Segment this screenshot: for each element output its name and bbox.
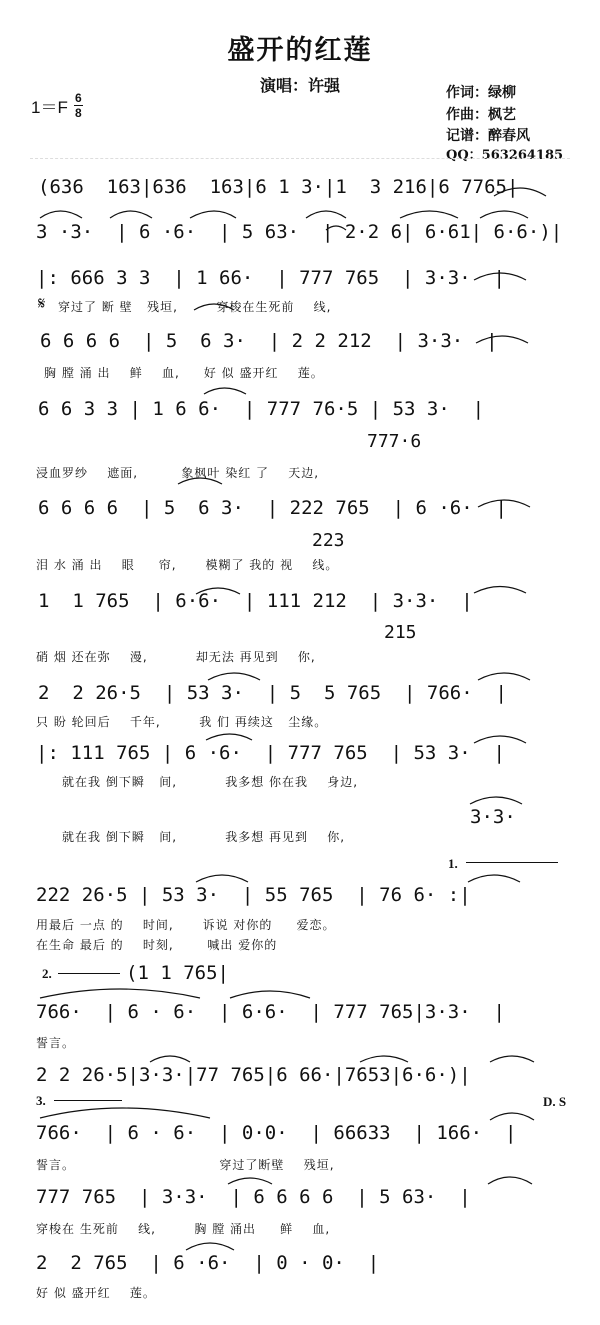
time-signature-top: 6 <box>75 91 82 105</box>
alternate-notes: 777·6 <box>367 431 422 452</box>
lyric-line: 穿过了 断 壁 残垣, 穿梭在生死前 线, <box>58 300 332 314</box>
notation-row: 766· | 6 · 6· | 6·6· | 777 765|3·3· | <box>36 1001 505 1023</box>
song-title: 盛开的红莲 <box>227 35 373 66</box>
volta-1-label: 1. <box>448 856 458 871</box>
notation-row: 2 2 26·5 | 53 3· | 5 5 765 | 766· | <box>38 682 507 704</box>
volta-3-bracket <box>54 1100 122 1101</box>
notation-row: 3 ·3· | 6 ·6· | 5 63· | 2·2 6| 6·61| 6·6·)| <box>36 221 563 243</box>
notation-row: 3·3· <box>470 806 516 828</box>
notation-row: 777 765 | 3·3· | 6 6 6 6 | 5 63· | <box>36 1186 471 1208</box>
alternate-notes: 223 <box>312 530 345 551</box>
lyricist-credit: 作词：绿柳 <box>446 85 516 101</box>
lyric-line: 穿梭在 生死前 线, 胸 膛 涌出 鲜 血, <box>36 1222 331 1236</box>
lyric-line: 胸 膛 涌 出 鲜 血, 好 似 盛开红 莲。 <box>44 366 324 380</box>
notation-row: (1 1 765| <box>126 962 229 984</box>
volta-3-label: 3. <box>36 1093 46 1108</box>
composer-credit: 作曲：枫艺 <box>446 107 516 123</box>
lyric-line: 硝 烟 还在弥 漫, 却无法 再见到 你, <box>36 650 316 664</box>
lyric-line: 好 似 盛开红 莲。 <box>36 1286 156 1300</box>
notation-row: |: 111 765 | 6 ·6· | 777 765 | 53 3· | <box>36 742 505 764</box>
notation-row: 222 26·5 | 53 3· | 55 765 | 76 6· :| <box>36 884 471 906</box>
notation-row: 2 2 765 | 6 ·6· | 0 · 0· | <box>36 1252 380 1274</box>
lyric-line: 就在我 倒下瞬 间, 我多想 再见到 你, <box>62 830 346 844</box>
transcriber-credit: 记谱：醉春风 <box>446 128 530 144</box>
notation-row: 2 2 26·5|3·3·|77 765|6 66·|7653|6·6·)| <box>36 1064 471 1086</box>
lyric-line: 只 盼 轮回后 千年, 我 们 再续这 尘缘。 <box>36 715 328 729</box>
notation-row: 6 6 6 6 | 5 6 3· | 222 765 | 6 ·6· | <box>38 497 507 519</box>
lyric-line: 浸血罗纱 遮面, 象枫叶 染红 了 天边, <box>36 466 320 480</box>
key-label: 1＝F <box>31 98 68 117</box>
lyric-line: 用最后 一点 的 时间, 诉说 对你的 爱恋。 <box>36 918 336 932</box>
lyric-line: 誓言。 <box>36 1036 76 1050</box>
lyric-line: 在生命 最后 的 时刻, 喊出 爱你的 <box>36 938 278 952</box>
alternate-notes: 215 <box>384 622 417 643</box>
volta-1-bracket <box>466 862 558 863</box>
time-signature-bottom: 8 <box>75 106 82 120</box>
key-signature <box>31 92 83 119</box>
time-signature <box>74 92 83 119</box>
singer-credit: 演唱：许强 <box>259 76 340 95</box>
lyric-line: 就在我 倒下瞬 间, 我多想 你在我 身边, <box>62 775 359 789</box>
notation-row: 6 6 3 3 | 1 6 6· | 777 76·5 | 53 3· | <box>38 398 485 420</box>
volta-2-bracket <box>58 973 120 974</box>
qq-contact: QQ：563264185 <box>446 148 564 163</box>
header-divider <box>30 158 570 159</box>
notation-row: |: 666 3 3 | 1 66· | 777 765 | 3·3· | <box>36 267 505 289</box>
segno-sign: 𝄋 <box>38 294 46 314</box>
lyric-line: 誓言。 穿过了断壁 残垣, <box>36 1158 335 1172</box>
notation-row: 766· | 6 · 6· | 0·0· | 66633 | 166· | <box>36 1122 517 1144</box>
notation-row: (636 163|636 163|6 1 3·|1 3 216|6 7765| <box>38 176 519 198</box>
notation-row: 6 6 6 6 | 5 6 3· | 2 2 212 | 3·3· | <box>40 330 498 352</box>
volta-2-label: 2. <box>42 966 52 981</box>
lyric-line: 泪 水 涌 出 眼 帘, 模糊了 我的 视 线。 <box>36 558 339 572</box>
dal-segno-mark: D. S <box>543 1094 567 1109</box>
notation-row: 1 1 765 | 6·6· | 111 212 | 3·3· | <box>38 590 473 612</box>
